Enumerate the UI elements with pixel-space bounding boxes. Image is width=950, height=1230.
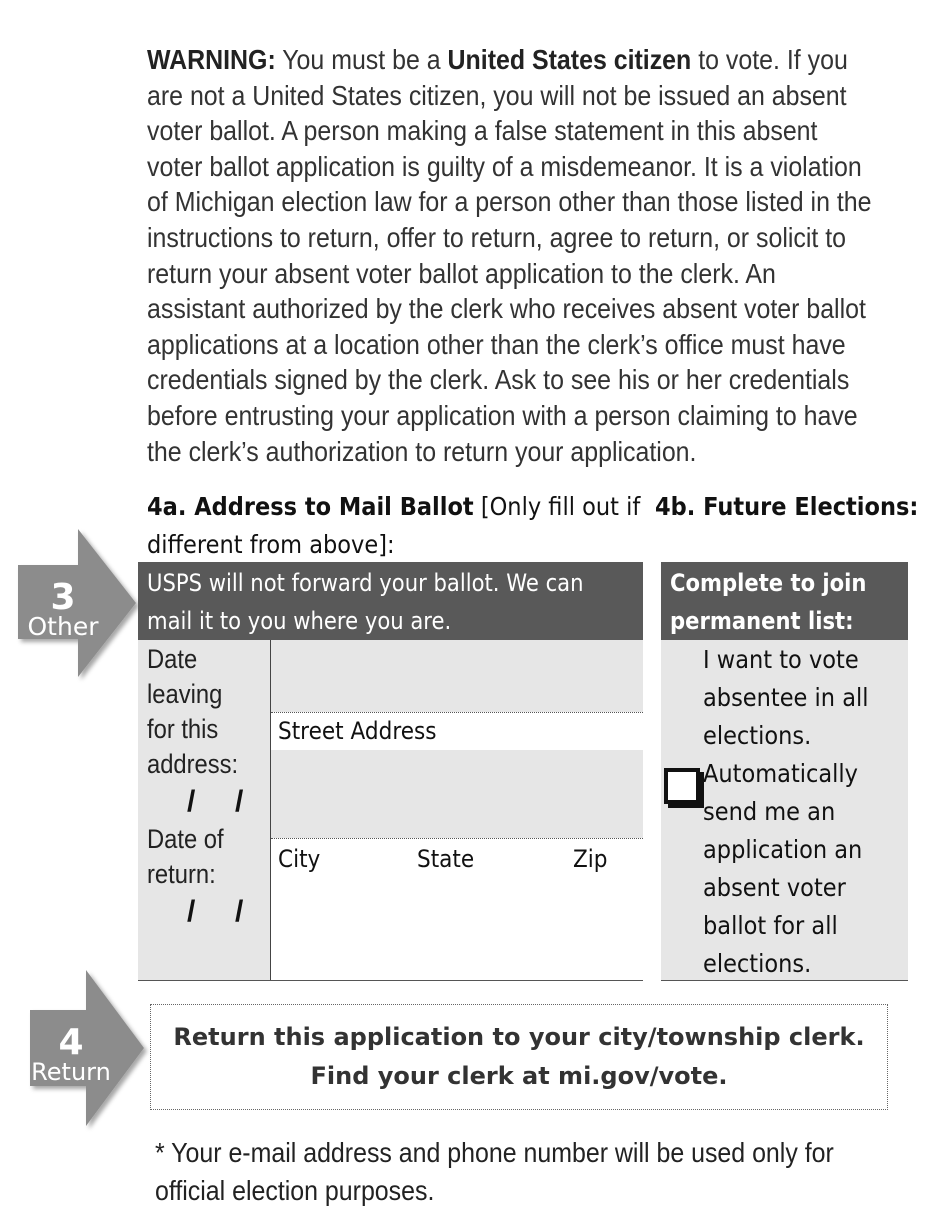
date-leaving-separator-2: / <box>235 785 244 818</box>
mail-address-heading <box>147 488 651 564</box>
section-3-label: Other <box>27 612 99 641</box>
warning-text-1: You must be a <box>275 44 448 75</box>
mail-address-banner-text: USPS will not forward your ballot. We can mail it to you where you are. <box>147 569 584 635</box>
return-instructions-box <box>150 1004 888 1110</box>
warning-text-2: to vote. If you are not a United States citizen, you will not be issued an absent voter ballot. A person making a false statement in this absent voter ballot application is guilty of a misdemeanor. It is a violation of Michigan election law for a person other than those listed in the instructions to return, offer to return, agree to return, or solicit to return your absent voter ballot application to the clerk. An assistant authorized by the clerk who receives absent voter ballot applications at a location other than the clerk’s office must have credentials signed by the clerk. Ask to see his or her credentials before entrusting your application with a person claiming to have the clerk’s authorization to return your application. <box>147 44 872 467</box>
date-leaving-label: Date leaving for this address: <box>147 644 239 779</box>
date-leaving-separator-1: / <box>187 785 196 818</box>
state-label: State <box>417 845 475 873</box>
date-column <box>138 640 271 980</box>
mail-address-banner <box>138 562 643 640</box>
return-instructions-line-2: Find your clerk at mi.gov/vote. <box>310 1062 728 1090</box>
future-elections-banner-text: Complete to join permanent list: <box>670 569 867 635</box>
city-line-underline <box>271 838 643 839</box>
section-3-number: 3 <box>50 577 76 618</box>
address-line-1-input[interactable] <box>271 640 643 712</box>
mail-address-note: [Only fill out if different from above]: <box>147 492 641 559</box>
future-elections-heading: 4b. Future Elections: <box>655 492 919 521</box>
zip-label: Zip <box>573 845 608 873</box>
date-return-separator-1: / <box>187 895 196 928</box>
address-fields <box>271 640 643 980</box>
contact-info-footnote: * Your e-mail address and phone number will be used only for official election purposes. <box>155 1137 834 1206</box>
section-4-number: 4 <box>58 1022 84 1063</box>
warning-label: WARNING: <box>147 44 276 75</box>
future-elections-banner <box>661 562 908 640</box>
permanent-list-text: I want to vote absentee in all elections. Automatically send me an application an absent voter ballot for all elections. <box>703 645 869 978</box>
address-line-1-underline <box>271 712 643 713</box>
mail-address-title: 4a. Address to Mail Ballot <box>147 492 474 521</box>
city-state-zip-input[interactable] <box>271 750 643 838</box>
return-instructions-line-1: Return this application to your city/township clerk. <box>173 1023 865 1051</box>
permanent-list-box <box>661 640 908 981</box>
mail-address-bottom-rule <box>138 980 643 981</box>
city-label: City <box>278 845 321 873</box>
street-address-label: Street Address <box>278 717 437 745</box>
permanent-list-checkbox[interactable] <box>664 768 700 804</box>
warning-paragraph <box>147 42 877 469</box>
date-return-label: Date of return: <box>147 824 224 889</box>
section-4-label: Return <box>31 1058 111 1086</box>
warning-citizen: United States citizen <box>447 44 692 75</box>
date-return-separator-2: / <box>235 895 244 928</box>
